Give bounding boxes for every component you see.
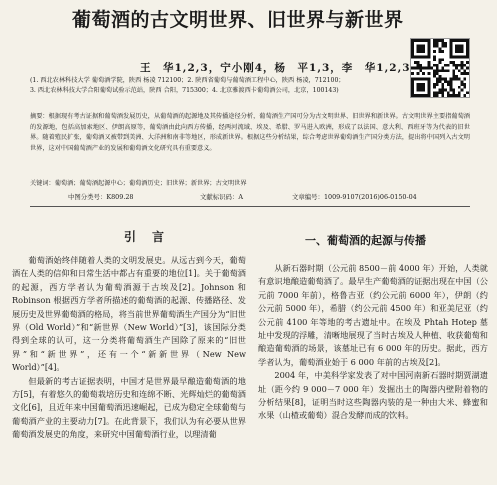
document-code: 文献标识码：A [200, 193, 243, 201]
qr-code-icon [411, 39, 469, 97]
affiliation-line: (1. 西北农林科技大学 葡萄酒学院，陕西 杨凌 712100；2. 陕西省葡萄与葡萄酒工程中心，陕西 杨凌，712100； [30, 77, 345, 84]
section-column [258, 262, 488, 423]
authors: 王 华1,2,3，宁小刚4，杨 平1,3，李 华1,2,3 [140, 62, 411, 74]
affiliation-line: 3. 西北农林科技大学合阳葡萄试验示范站，陕西 合阳，715300；4. 北京雅渡西卡葡萄酒公司，北京，100143) [30, 87, 339, 94]
divider [30, 206, 470, 207]
section-heading: 一、葡萄酒的起源与传播 [305, 234, 426, 247]
intro-heading: 引 言 [124, 230, 167, 244]
affiliations [30, 76, 410, 96]
paragraph: 但最新的考古证据表明，中国才是世界最早酿造葡萄酒的地方[5]，有着悠久的葡萄栽培历史和连绵不断、光辉灿烂的葡萄酒文化[6]，且近年来中国葡萄酒迅速崛起，已成为稳定全球葡萄与葡萄酒产业的主要动力[7]。在此背景下，我们认为有必要从世界葡萄酒发展史的角度，来研究中国葡萄酒行业，以理清葡 [12, 375, 246, 440]
article-number: 文章编号：1009-9107(2016)06-0150-04 [292, 193, 417, 201]
paragraph: 从新石器时期（公元前 8500－前 4000 年）开始，人类就有意识地酿造葡萄酒了。最早生产葡萄酒的证据出现在中国（公元前 7000 年前），格鲁吉亚（约公元前 6000 年），伊朗（约公元前 5000 年），希腊（约公元前 4500 年）和亚美尼亚（约公元前 4100 年等地的考古遗址中。在埃及 Phtah Hotep 墓址中发现的浮雕，清晰地展现了当时古埃及人种植、收获葡萄和酿造葡萄酒的场景，该墓址已有 6 000 年的历史。据此，西方学者认为，葡萄酒业始于 6 000 年前的古埃及[2]。 [258, 263, 488, 367]
intro-column [12, 254, 246, 442]
keywords: 关键词：葡萄酒；葡萄酒起源中心；葡萄酒历史；旧世界；新世界；古文明世界 [30, 180, 247, 187]
article-title: 葡萄酒的古文明世界、旧世界与新世界 [72, 9, 404, 31]
clc-number: 中图分类号：K809.28 [68, 193, 134, 201]
paragraph: 葡萄酒始终伴随着人类的文明发展史。从远古到今天，葡萄酒在人类的信仰和日常生活中都占有重要的地位[1]。关于葡萄酒的起源，西方学者认为葡萄酒源于古埃及[2]。Johnson 和 Robinson 根据西方学者所描述的葡萄酒的起源、传播路径、发展历史及世界葡萄酒的格局，将当前世界葡萄酒生产国分为“旧世界（Old World）”和“新世界（New World）”[3]，该国际分类得到全球的认可，这一分类将葡萄酒生产国除了原来的“旧世界”和“新世界”，还有一个“新新世界（New New World）”[4]。 [12, 255, 246, 373]
paragraph: 2004 年，中美科学家发表了对中国河南新石器时期贾湖遗址（距今约 9 000－7 000 年）发掘出土的陶器内壁附着物的分析结果[8]，证明当时这些陶器内装的是一种由大米、蜂蜜和水果（山楂或葡萄）混合发酵而成的饮料。 [258, 370, 488, 421]
abstract: 摘要：根据现有考古证据和葡萄酒发展历史，从葡萄酒的起源地及其传播途径分析，葡萄酒生产国可分为古文明世界、旧世界和新世界。古文明世界主要指葡萄酒的发源地，包括高加索地区、伊朗高原等，葡萄酒由此向西方传播，经两河流域、埃及、希腊、罗马进入欧洲，形成了以法国、意大利、西班牙等为代表的旧世界。随着殖民扩张，葡萄酒又被带到美洲、大洋洲和南非等地区，形成新世界。根据这些分析结果，综合考虑世界葡萄酒生产国分类方法，提出将中国列入古文明世界，这对中国葡萄酒产业的发展和葡萄酒文化研究具有重要意义。 [30, 113, 470, 152]
qr-code [410, 38, 470, 98]
